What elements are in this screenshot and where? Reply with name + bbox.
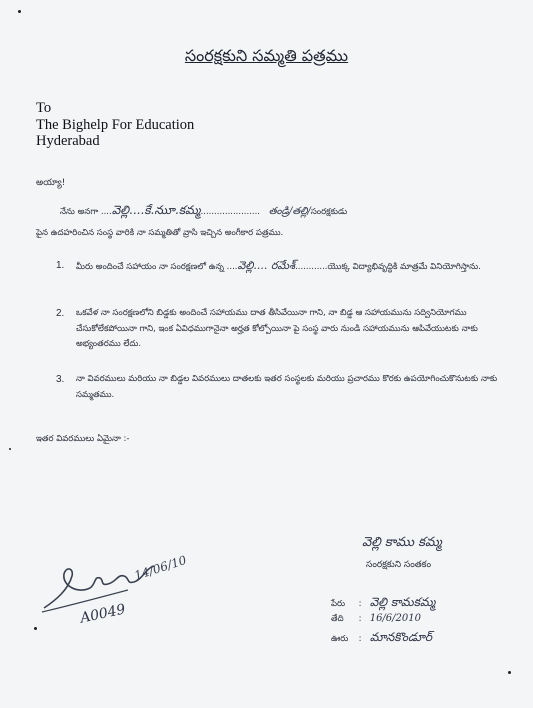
svg-text:14/06/10: 14/06/10 <box>132 552 188 583</box>
guardian-name-handwritten: వెల్లి....కే.నుూ.కమ్మ <box>111 203 201 217</box>
scan-speck <box>18 10 21 13</box>
item-text: ఒకవేళ నా సంరక్షణలోని బిడ్డకు అందించే సహాయము దాత తీసివేయినా గాని, నా బిడ్డ ఆ సహాయమును సద్వినియోగము చేసుకోలేకపోయినా గాని, ఇంక ఏవిధముగానైనా అర్హత కోల్పోయినా పై సంస్థ వారు నుండి సహాయమును ఆపివేయుటకు నాకు అభ్యంతరము లేదు. <box>76 308 478 349</box>
item-text: నా వివరములు మరియు నా బిడ్డల వివరములు దాతలకు ఇతర సంస్థలకు మరియు ప్రచారము కొరకు ఉపయోగించుకొనుటకు నాకు సమ్మతము. <box>76 374 498 400</box>
scan-speck <box>9 448 11 450</box>
date-field: తేది : 16/6/2010 <box>331 613 421 624</box>
field-key: తేది <box>331 614 344 624</box>
item-number: 1. <box>56 260 65 271</box>
declaration-prefix: నేను అనగా .... <box>60 207 112 217</box>
recipient-address <box>36 100 194 150</box>
relation-handwritten: తండ్రి/తల్లి/ <box>268 206 311 217</box>
child-name-handwritten: వెల్లి.... రమేశ్ <box>237 259 296 272</box>
declaration-continuation: పైన ఉదహరించిన సంస్థ వారికి నా సమ్మతితో వ్రాసి ఇచ్చిన అంగీకార పత్రము. <box>36 228 284 238</box>
guardian-signature-label: సంరక్షకుని సంతకం <box>366 560 432 570</box>
item-text-before: మీరు అందించే సహాయం నా సంరక్షణలో ఉన్న .... <box>76 262 238 272</box>
letter-title: సంరక్షకుని సమ్మతి పత్రము <box>184 46 349 65</box>
salutation: అయ్యా! <box>36 178 66 188</box>
address-line: Hyderabad <box>36 133 100 149</box>
field-value: వెల్లి కామకమ్మ <box>369 595 436 609</box>
item-text <box>76 258 516 276</box>
witness-code: A0049 <box>78 601 127 627</box>
other-details-label: ఇతర వివరములు ఏమైనా :- <box>36 434 130 444</box>
field-key: పేరు <box>331 599 346 609</box>
declaration-line <box>60 203 347 220</box>
field-value: మానకొండూర్ <box>369 630 432 644</box>
address-line: The Bighelp For Education <box>36 116 195 133</box>
item-number: 2. <box>56 308 65 319</box>
item-text-after: ............యొక్క విద్యాభివృద్ధికి మాత్రమే వినియోగిస్తాను. <box>295 262 481 272</box>
declaration-dots: ...................... <box>200 207 260 217</box>
guardian-name-field: పేరు : వెల్లి కామకమ్మ <box>331 595 436 609</box>
field-key: ఊరు <box>331 634 349 644</box>
field-value: 16/6/2010 <box>369 613 421 624</box>
scan-speck <box>34 627 37 630</box>
village-field: ఊరు : మానకొండూర్ <box>331 630 432 644</box>
scan-speck <box>508 671 511 674</box>
relation-suffix: సంరక్షకుడు <box>310 207 348 217</box>
guardian-signature: వెల్లి కాము కమ్మ <box>362 535 442 550</box>
item-number: 3. <box>56 374 65 385</box>
address-line: To <box>36 100 52 116</box>
